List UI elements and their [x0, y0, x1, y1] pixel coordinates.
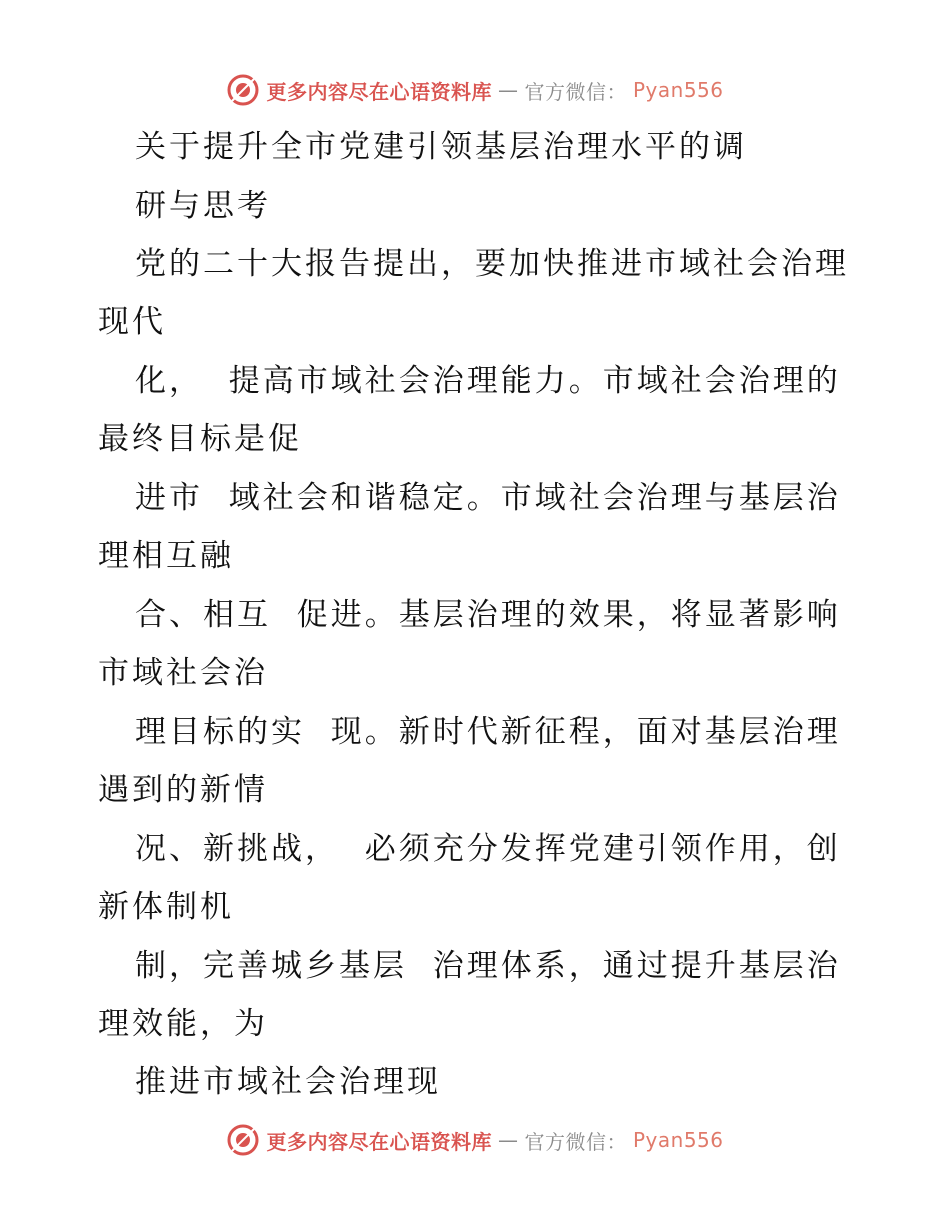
footer-watermark [0, 1120, 950, 1160]
paragraph-line: 市域社会治 [98, 655, 268, 691]
paragraph-line: 党的二十大报告提出，要加快推进市域社会治理 [135, 246, 849, 282]
paragraph-line: 推进市域社会治理现 [135, 1064, 441, 1100]
seal-logo-icon [226, 1123, 260, 1157]
paragraph-line: 进市 域社会和谐稳定。市域社会治理与基层治 [135, 480, 841, 516]
paragraph-line: 最终目标是促 [98, 421, 302, 457]
seal-logo-icon [226, 73, 260, 107]
paragraph-line: 现代 [98, 304, 166, 340]
title-line-1: 关于提升全市党建引领基层治理水平的调 [135, 129, 747, 165]
watermark-official-label: 官方微信： [524, 1129, 627, 1154]
paragraph-line: 遇到的新情 [98, 772, 268, 808]
paragraph-line: 制，完善城乡基层 治理体系，通过提升基层治 [135, 948, 841, 984]
title-line-2: 研与思考 [135, 188, 271, 224]
watermark-wechat-id: Pyan556 [632, 78, 724, 102]
watermark-official-label: 官方微信： [524, 79, 627, 104]
paragraph-line: 合、相互 促进。基层治理的效果，将显著影响 [135, 597, 841, 633]
watermark-wechat-id: Pyan556 [632, 1128, 724, 1152]
paragraph-line: 理目标的实 现。新时代新征程，面对基层治理 [135, 714, 841, 750]
watermark-dash: — [497, 78, 519, 102]
paragraph-line: 新体制机 [98, 889, 234, 925]
paragraph-line: 理相互融 [98, 538, 234, 574]
paragraph-line: 化， 提高市域社会治理能力。市域社会治理的 [135, 363, 841, 399]
paragraph-line: 理效能，为 [98, 1006, 268, 1042]
header-watermark [0, 70, 950, 110]
watermark-main-text: 更多内容尽在心语资料库 [266, 1129, 492, 1154]
watermark-main-text: 更多内容尽在心语资料库 [266, 79, 492, 104]
watermark-dash: — [497, 1128, 519, 1152]
paragraph-line: 况、新挑战， 必须充分发挥党建引领作用，创 [135, 831, 841, 867]
